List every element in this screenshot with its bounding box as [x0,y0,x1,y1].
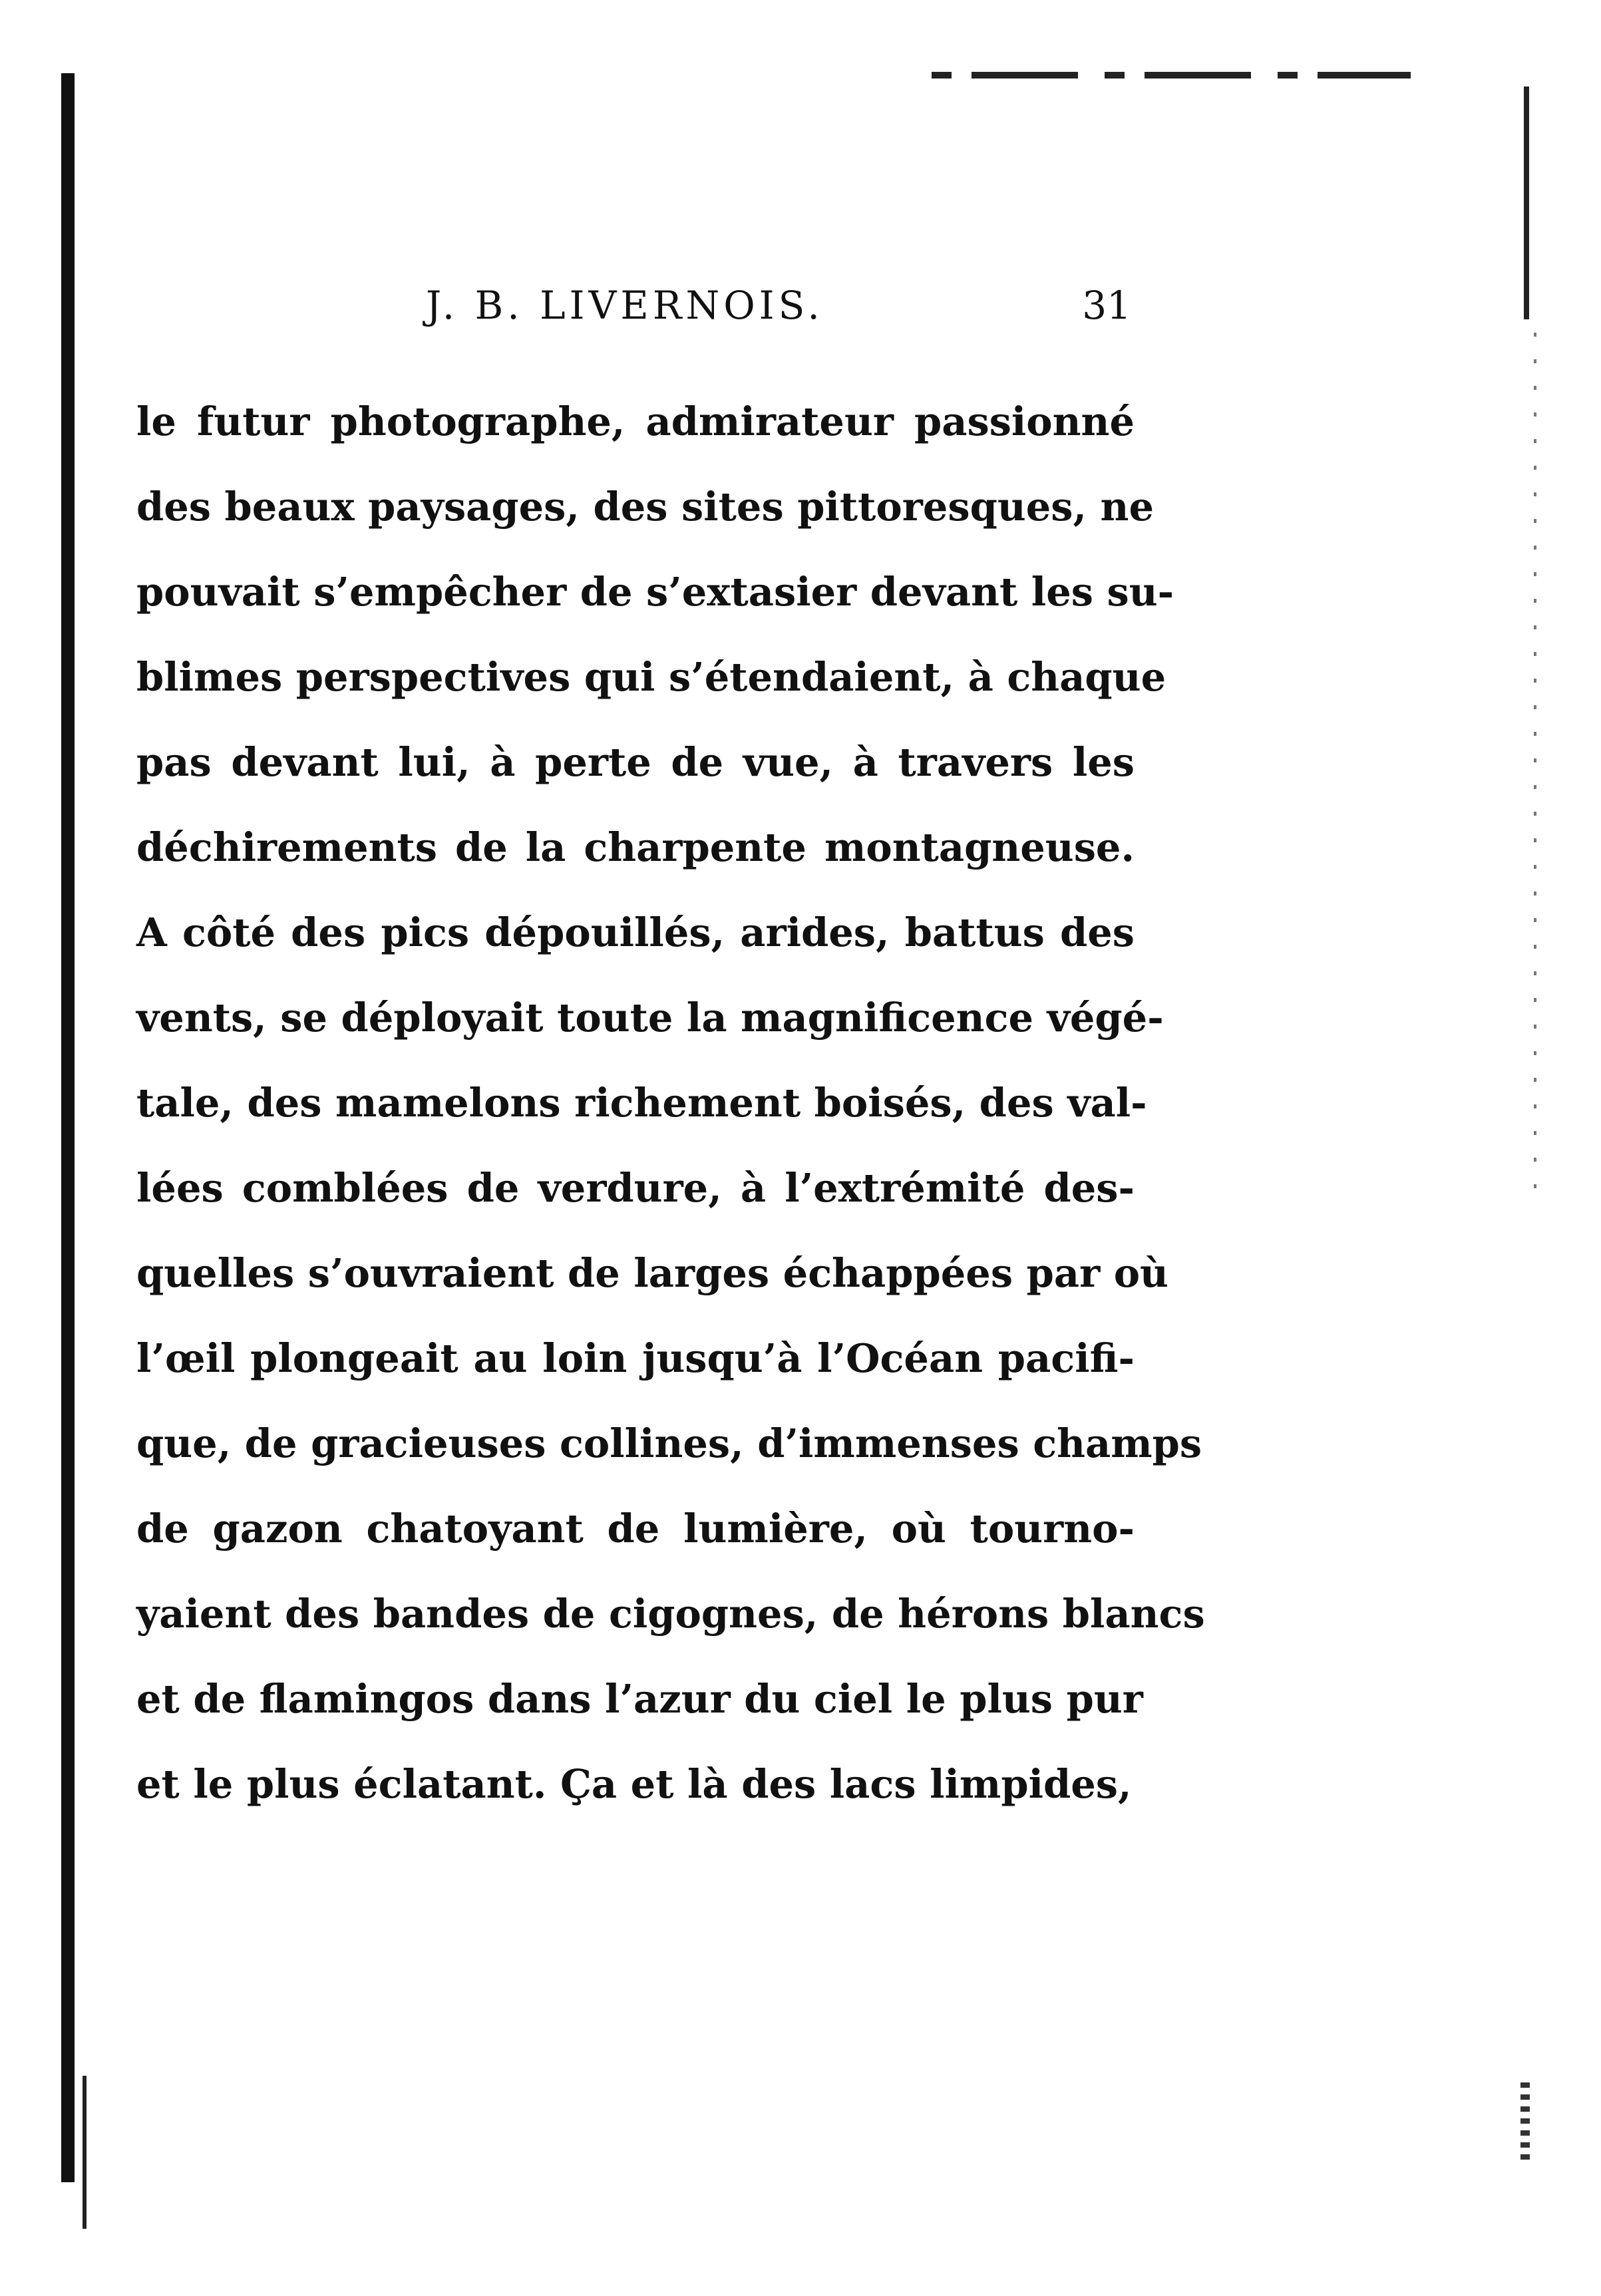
text-line: et de flamingos dans l’azur du ciel le plus pur [136,1676,1143,1722]
text-line: A côté des pics dépouillés, arides, battus des [136,909,1135,955]
text-line: quelles s’ouvraient de larges échappées par où [136,1250,1168,1296]
text-line: le futur photographe, admirateur passionné [136,399,1135,444]
running-title: J. B. LIVERNOIS. [426,283,824,328]
text-line: de gazon chatoyant de lumière, où tourno- [136,1506,1135,1552]
text-line: des beaux paysages, des sites pittoresques, ne [136,484,1154,530]
page-edge-speckle [1534,333,1536,1198]
page-edge-shadow [1524,86,1529,319]
text-line: l’œil plongeait au loin jusqu’à l’Océan pacifi- [136,1335,1135,1381]
text-line: lées comblées de verdure, à l’extrémité des- [136,1165,1135,1211]
text-line: pouvait s’empêcher de s’extasier devant les su- [136,569,1174,615]
top-edge-marks [932,72,1411,79]
text-line: pas devant lui, à perte de vue, à travers les [136,739,1135,785]
text-line: yaient des bandes de cigognes, de hérons blancs [136,1591,1205,1637]
text-line: et le plus éclatant. Ça et là des lacs limpides, [136,1761,1132,1807]
body-text [136,379,1205,1827]
page-edge-speckle-bottom [1520,2082,1530,2162]
binding-edge-shadow [61,73,75,2182]
text-line: déchirements de la charpente montagneuse. [136,824,1135,870]
text-line: vents, se déployait toute la magnificence végé- [136,995,1164,1041]
running-header [426,283,1131,343]
text-line: que, de gracieuses collines, d’immenses champs [136,1420,1202,1466]
text-line: blimes perspectives qui s’étendaient, à chaque [136,654,1166,700]
binding-edge-mark [83,2076,87,2229]
text-line: tale, des mamelons richement boisés, des val- [136,1080,1147,1126]
page-number: 31 [1082,283,1131,328]
